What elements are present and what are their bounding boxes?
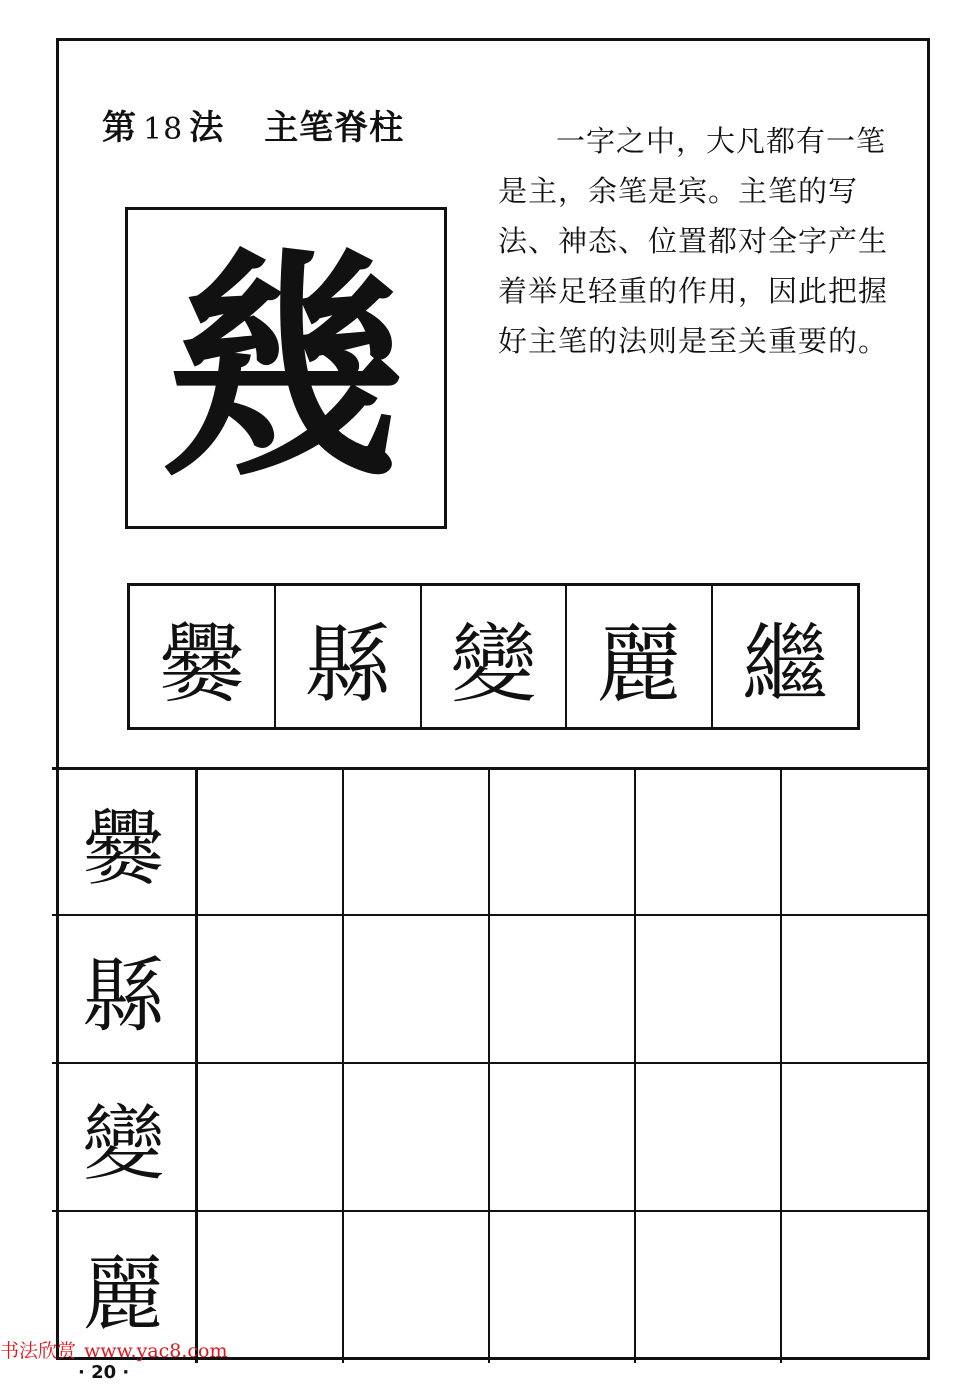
example-character: 變 [422, 586, 568, 727]
practice-cell [198, 770, 344, 916]
watermark-site-name: 书法欣赏 [0, 1340, 77, 1362]
practice-model-character: 縣 [52, 916, 198, 1064]
example-characters-row [127, 583, 860, 730]
example-character: 縣 [276, 586, 422, 727]
practice-model-character: 爨 [52, 770, 198, 916]
practice-grid [52, 767, 930, 1360]
practice-cell [636, 770, 782, 916]
practice-model-character: 變 [52, 1064, 198, 1212]
practice-cell [344, 1212, 490, 1363]
practice-cell [198, 1064, 344, 1212]
practice-cell [782, 1064, 930, 1212]
practice-cell [490, 916, 636, 1064]
page-number: · 20 · [78, 1362, 130, 1383]
practice-cell [782, 770, 930, 916]
practice-cell [344, 916, 490, 1064]
example-character: 繼 [742, 614, 829, 715]
lesson-heading [102, 100, 404, 149]
practice-cell [490, 770, 636, 916]
example-character: 麗 [567, 586, 713, 727]
watermark-url: www.yac8.com [84, 1340, 228, 1362]
practice-cell [344, 1064, 490, 1212]
heading-prefix: 第 [102, 108, 137, 148]
example-character: 爨 [130, 586, 276, 727]
practice-cell [636, 1064, 782, 1212]
site-watermark [0, 1336, 228, 1363]
heading-title: 主笔脊柱 [264, 108, 405, 148]
practice-cell [490, 1064, 636, 1212]
practice-cell [636, 1212, 782, 1363]
main-character: 幾 [156, 227, 416, 509]
practice-cell [344, 770, 490, 916]
practice-cell [782, 1212, 930, 1363]
practice-cell [198, 916, 344, 1064]
practice-cell [490, 1212, 636, 1363]
practice-cell [636, 916, 782, 1064]
practice-cell [782, 916, 930, 1064]
practice-model-character: 麗 [52, 1212, 198, 1363]
heading-number: 18 [143, 112, 184, 147]
heading-suffix: 法 [189, 108, 225, 148]
main-character-box [125, 207, 447, 529]
lesson-paragraph: 一字之中，大凡都有一笔是主，余笔是宾。主笔的写法、神态、位置都对全字产生着举足轻重的作用，因此把握好主笔的法则是至关重要的。 [498, 124, 889, 358]
